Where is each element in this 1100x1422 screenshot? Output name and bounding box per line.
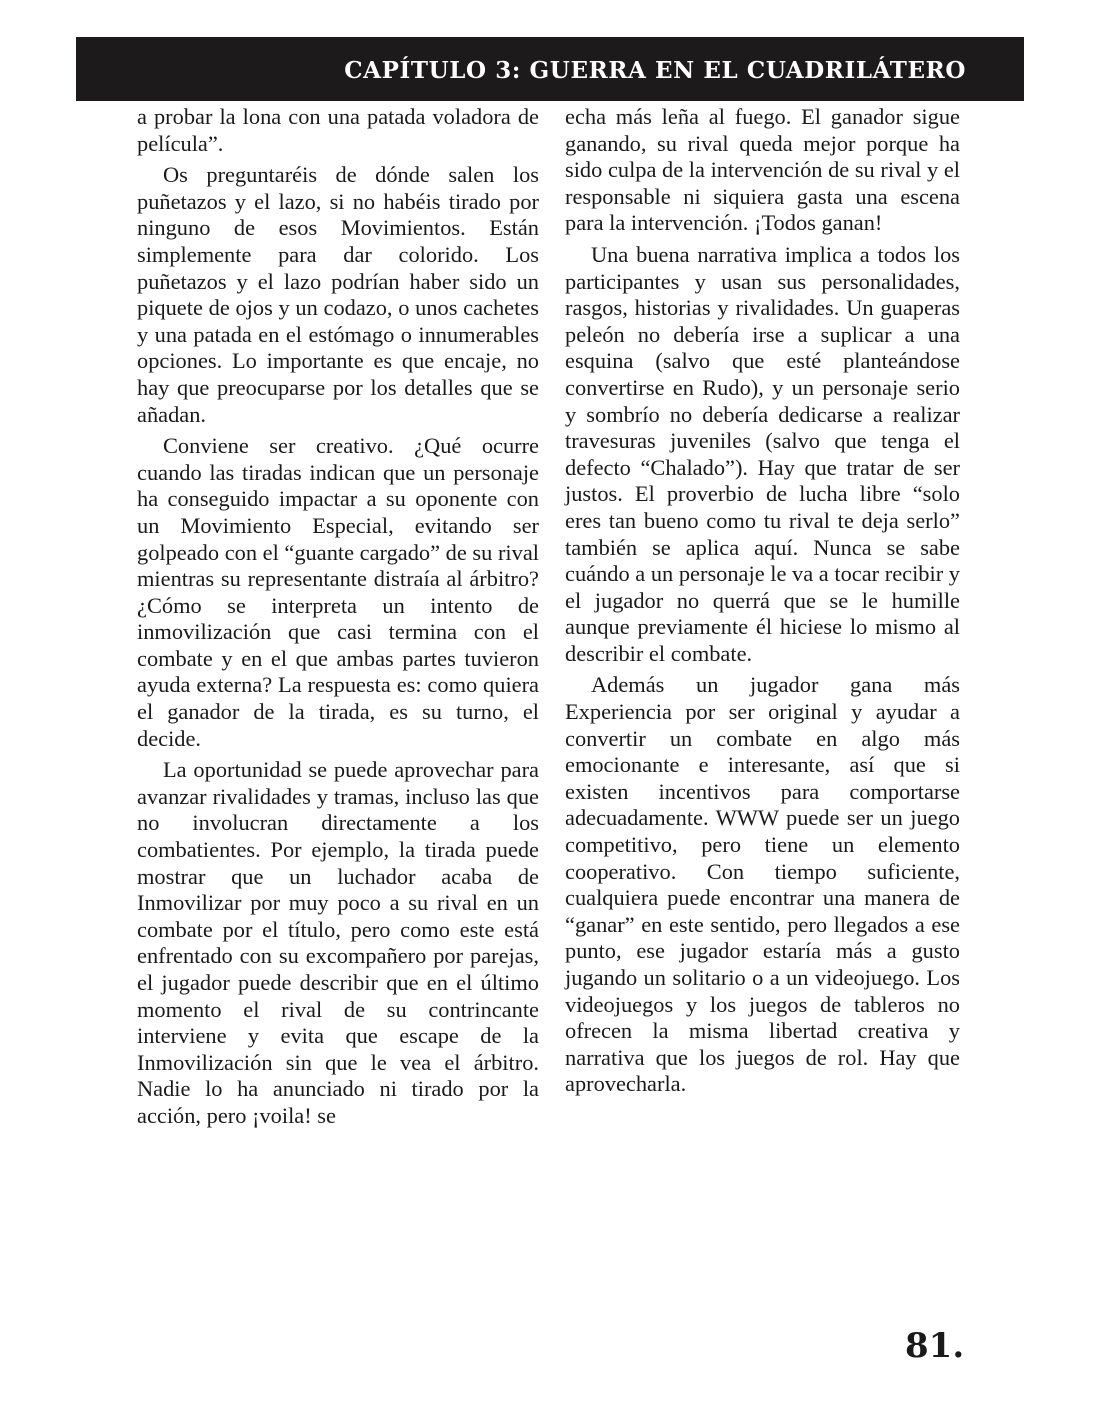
paragraph: Además un jugador gana más Experiencia por ser original y ayudar a convertir un combate en algo más emocionante e interesante, así que si existen incentivos para comportarse adecuadamente. WWW puede ser un juego competitivo, pero tiene un elemento cooperativo. Con tiempo suficiente, cualquiera puede encontrar una manera de “ganar” en este sentido, pero llegados a ese punto, ese jugador estaría más a gusto jugando un solitario o a un videojuego. Los videojuegos y los juegos de tableros no ofrecen la misma libertad creativa y narrativa que los juegos de rol. Hay que aprovecharla. [565,672,960,1097]
paragraph: La oportunidad se puede aprovechar para avanzar rivalidades y tramas, incluso las que no involucran directamente a los combatientes. Por ejemplo, la tirada puede mostrar que un luchador acaba de Inmovilizar por muy poco a su rival en un combate por el título, pero como este está enfrentado con su excompañero por parejas, el jugador puede describir que en el último momento el rival de su contrincante interviene y evita que escape de la Inmovilización sin que le vea el árbitro. Nadie lo ha anunciado ni tirado por la acción, pero ¡voila! se [137,757,539,1128]
chapter-title: CAPÍTULO 3: GUERRA EN EL CUADRILÁTERO [344,57,966,84]
paragraph: Os preguntaréis de dónde salen los puñetazos y el lazo, si no habéis tirado por ninguno de esos Movimientos. Están simplemente para dar colorido. Los puñetazos y el lazo podrían haber sido un piquete de ojos y un codazo, o unos cachetes y una patada en el estómago o innumerables opciones. Lo importante es que encaje, no hay que preocuparse por los detalles que se añadan. [137,162,539,427]
paragraph: Conviene ser creativo. ¿Qué ocurre cuando las tiradas indican que un personaje ha conseguido impactar a su oponente con un Movimiento Especial, evitando ser golpeado con el “guante cargado” de su rival mientras su representante distraía al árbitro? ¿Cómo se interpreta un intento de inmovilización que casi termina con el combate y en el que ambas partes tuvieron ayuda externa? La respuesta es: como quiera el ganador de la tirada, es su turno, el decide. [137,433,539,751]
paragraph: echa más leña al fuego. El ganador sigue ganando, su rival queda mejor porque ha sido culpa de la intervención de su rival y el responsable ni siquiera gasta una escena para la intervención. ¡Todos ganan! [565,104,960,236]
right-text-column [565,104,960,1098]
left-text-column [137,104,539,1130]
paragraph: a probar la lona con una patada voladora de película”. [137,104,539,156]
paragraph: Una buena narrativa implica a todos los participantes y usan sus personalidades, rasgos, historias y rivalidades. Un guaperas peleón no debería irse a suplicar a una esquina (salvo que esté planteándose convertirse en Rudo), y un personaje serio y sombrío no debería dedicarse a realizar travesuras juveniles (salvo que tenga el defecto “Chalado”). Hay que tratar de ser justos. El proverbio de lucha libre “solo eres tan bueno como tu rival te deja serlo” también se aplica aquí. Nunca se sabe cuándo a un personaje le va a tocar recibir y el jugador no querrá que se le humille aunque previamente él hiciese lo mismo al describir el combate. [565,241,960,666]
chapter-header-bar [76,37,1024,101]
page-number: 81. [905,1326,965,1366]
